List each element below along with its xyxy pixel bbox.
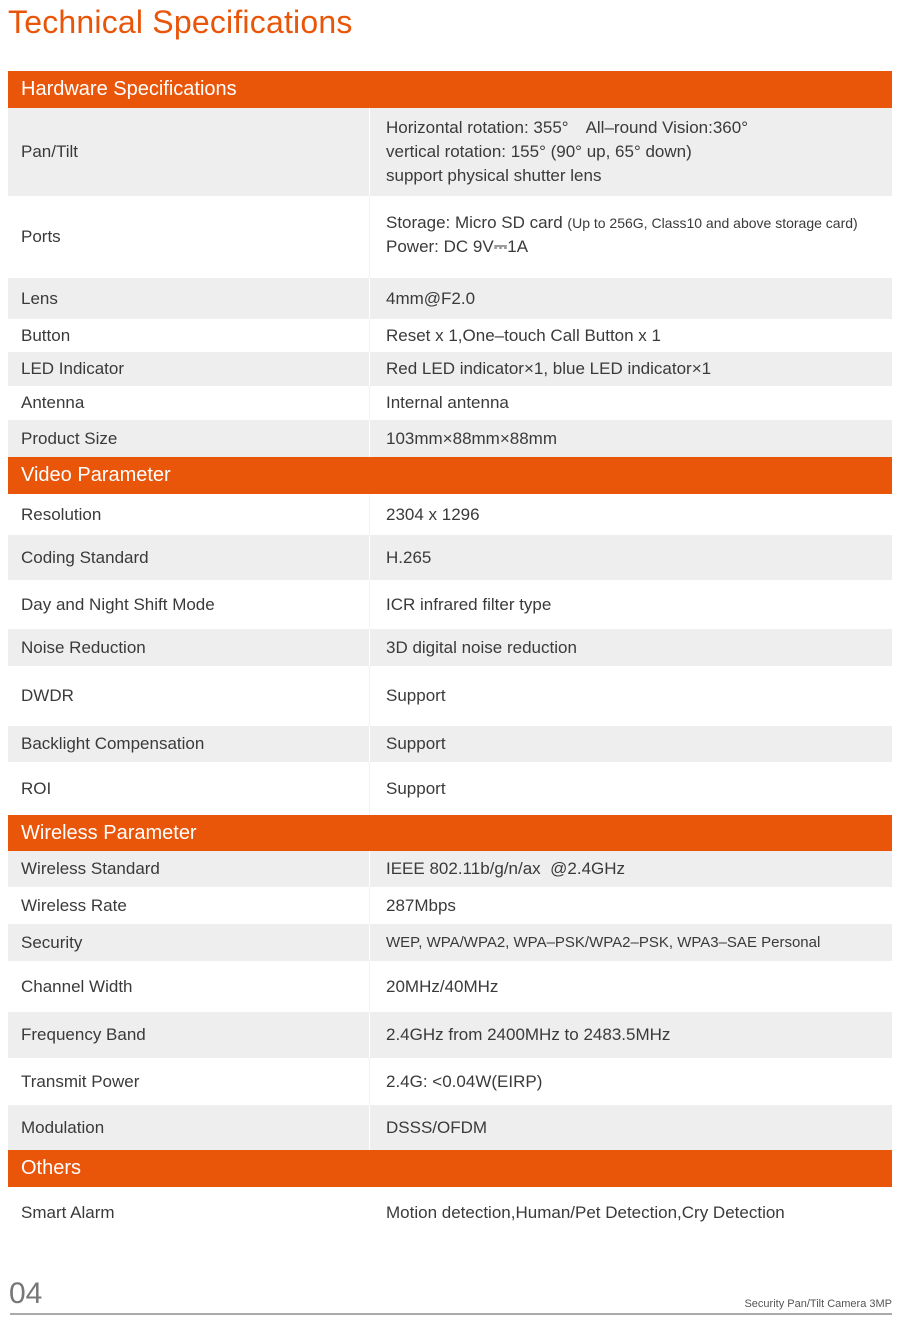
- table-row: [8, 924, 892, 961]
- spec-label: ROI: [8, 762, 370, 815]
- spec-value: H.265: [386, 547, 432, 567]
- spec-value-line: [386, 211, 892, 235]
- spec-label: Noise Reduction: [8, 629, 370, 666]
- spec-label: DWDR: [8, 666, 370, 726]
- spec-label: Wireless Rate: [8, 887, 370, 924]
- spec-value: 20MHz/40MHz: [386, 976, 499, 996]
- table-row: [8, 887, 892, 924]
- table-row: [8, 762, 892, 815]
- spec-label: Security: [8, 924, 370, 961]
- table-row: [8, 420, 892, 457]
- spec-label: Ports: [8, 196, 370, 278]
- spec-label: Product Size: [8, 420, 370, 457]
- spec-label: Backlight Compensation: [8, 726, 370, 762]
- spec-value: Support: [386, 734, 446, 753]
- spec-label: Smart Alarm: [21, 1203, 115, 1222]
- spec-label: Button: [8, 319, 370, 352]
- table-row: [8, 108, 892, 196]
- table-row: [8, 494, 892, 535]
- spec-label: Frequency Band: [8, 1012, 370, 1058]
- table-row: [8, 580, 892, 629]
- spec-label: Antenna: [8, 386, 370, 420]
- section-header-others: Others: [8, 1150, 892, 1187]
- table-row: [8, 1058, 892, 1105]
- section-header-video: Video Parameter: [8, 457, 892, 494]
- spec-value: Reset x 1,One–touch Call Button x 1: [386, 325, 661, 345]
- spec-value: ICR infrared filter type: [386, 594, 552, 614]
- spec-value: IEEE 802.11b/g/n/ax @2.4GHz: [386, 859, 626, 878]
- footer-divider: [10, 1313, 892, 1315]
- spec-value: 103mm×88mm×88mm: [386, 428, 558, 448]
- table-row: [8, 319, 892, 352]
- table-row: [8, 851, 892, 887]
- spec-value: 3D digital noise reduction: [386, 637, 577, 657]
- spec-table: [8, 71, 892, 1239]
- section-header-wireless: Wireless Parameter: [8, 815, 892, 851]
- spec-label: Day and Night Shift Mode: [8, 580, 370, 629]
- spec-value: Motion detection,Human/Pet Detection,Cry Detection: [386, 1203, 785, 1222]
- spec-value: 2.4GHz from 2400MHz to 2483.5MHz: [386, 1025, 671, 1044]
- spec-value: Red LED indicator×1, blue LED indicator×1: [386, 359, 712, 378]
- storage-main: Storage: Micro SD card: [386, 213, 563, 232]
- section-header-hardware: Hardware Specifications: [8, 71, 892, 108]
- spec-value-line: support physical shutter lens: [386, 166, 602, 185]
- spec-value: [370, 108, 892, 196]
- spec-value: WEP, WPA/WPA2, WPA–PSK/WPA2–PSK, WPA3–SAE Personal: [386, 933, 821, 951]
- spec-value-line: Horizontal rotation: 355° All–round Vision:360°: [386, 118, 748, 137]
- spec-label: Resolution: [8, 494, 370, 535]
- table-row: [8, 535, 892, 580]
- spec-value: [370, 196, 892, 278]
- spec-value: 2.4G: <0.04W(EIRP): [386, 1071, 543, 1091]
- spec-label: Pan/Tilt: [8, 108, 370, 196]
- spec-label: LED Indicator: [8, 352, 370, 386]
- table-row: [8, 278, 892, 319]
- spec-value: Support: [386, 686, 446, 705]
- spec-value: DSSS/OFDM: [386, 1117, 488, 1137]
- table-row: [8, 1187, 892, 1239]
- table-row: [8, 352, 892, 386]
- spec-label: Lens: [8, 278, 370, 319]
- spec-value-line: Power: DC 9V⎓1A: [386, 237, 529, 256]
- spec-value: 4mm@F2.0: [386, 288, 476, 308]
- spec-value: 2304 x 1296: [386, 504, 480, 524]
- table-row: [8, 666, 892, 726]
- spec-label: Modulation: [8, 1105, 370, 1150]
- table-row: [8, 629, 892, 666]
- spec-value: Internal antenna: [386, 393, 509, 412]
- table-row: [8, 961, 892, 1012]
- spec-label: Transmit Power: [8, 1058, 370, 1105]
- page-number: 04: [9, 1277, 43, 1310]
- spec-label: Coding Standard: [8, 535, 370, 580]
- table-row: [8, 726, 892, 762]
- table-row: [8, 386, 892, 420]
- page-title: Technical Specifications: [8, 4, 353, 40]
- table-row: [8, 1105, 892, 1150]
- product-name: Security Pan/Tilt Camera 3MP: [744, 1298, 892, 1310]
- table-row: [8, 1012, 892, 1058]
- spec-value: Support: [386, 778, 446, 798]
- spec-value-line: vertical rotation: 155° (90° up, 65° down): [386, 142, 692, 161]
- storage-note: (Up to 256G, Class10 and above storage card): [567, 215, 858, 231]
- spec-label: Wireless Standard: [8, 851, 370, 887]
- spec-label: Channel Width: [8, 961, 370, 1012]
- spec-value: 287Mbps: [386, 895, 456, 915]
- table-row: [8, 196, 892, 278]
